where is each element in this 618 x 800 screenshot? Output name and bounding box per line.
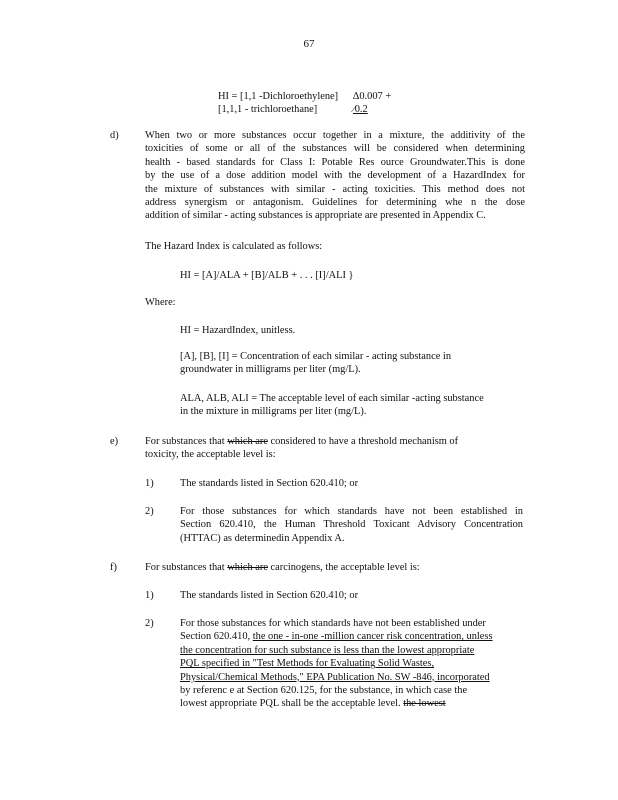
section-d-line: address synergism or antagonism. Guidelines for determining whe n the dose	[145, 197, 525, 209]
section-d-label: d)	[110, 130, 119, 141]
underlined-text: Physical/Chemical Methods," EPA Publication No. SW -846, incorporated	[180, 671, 490, 683]
hazard-index-formula: HI = [A]/ALA + [B]/ALB + . . . [I]/ALI }	[180, 270, 354, 281]
section-e-paragraph: For substances that which are considered to have a threshold mechanism of toxicity, the acceptable level is:	[145, 436, 459, 461]
page-number: 67	[303, 38, 315, 50]
section-f-item2-label: 2)	[145, 618, 154, 629]
section-e-item2-label: 2)	[145, 506, 154, 517]
section-e-item1: The standards listed in Section 620.410; or	[180, 478, 359, 489]
section-d-paragraph	[145, 129, 525, 223]
definition-concentration: [A], [B], [I] = Concentration of each similar - acting substance in groundwater in milligrams per liter (mg/L).	[180, 351, 452, 376]
section-d-line: the mixture of substances with similar - acting toxicities. This method does not	[145, 183, 525, 195]
section-f-label: f)	[110, 562, 117, 573]
underlined-text: the concentration for such substance is less than the lowest appropriate	[180, 644, 475, 656]
underlined-text: the one - in-one -million cancer risk concentration, unless	[252, 631, 493, 643]
section-d-line: addition of similar - acting substances is appropriate are presented in Appendix C.	[145, 210, 486, 222]
section-d-line: health - based standards for Class I: Potable Res ource Groundwater.This is done	[145, 156, 525, 168]
section-f-item1: The standards listed in Section 620.410; or	[180, 590, 359, 601]
struck-text: the lowest	[403, 698, 446, 710]
section-f-item2: For those substances for which standards have not been established under Section 620.410, the one - in-one -million cancer risk concentration, unless the concentration for such substance is less than the lowest appropriate PQL specified in "Test Methods for Evaluating Solid Wastes, Physical/Chemical Methods," EPA Publication No. SW -846, incorporated by referenc e at Section 620.125, for the substance, in which case the lowest appropriate PQL shall be the acceptable level. the lowest	[180, 617, 535, 711]
struck-text: which are	[227, 436, 268, 447]
struck-text: which are	[227, 562, 268, 573]
hazard-index-intro: The Hazard Index is calculated as follows:	[145, 241, 323, 252]
section-f-item1-label: 1)	[145, 590, 154, 601]
section-d-line: by the use of a dose addition model with the development of a HazardIndex for	[145, 170, 525, 182]
where-label: Where:	[145, 297, 176, 308]
section-d-line: When two or more substances occur together in a mixture, the additivity of the	[145, 130, 525, 141]
section-e-label: e)	[110, 436, 119, 447]
section-d-line: toxicities of some or all of the substances will be considered when determining	[145, 143, 525, 155]
section-f-paragraph: For substances that which are carcinogens, the acceptable level is:	[145, 562, 420, 573]
hi-formula-line1-right: ∆0.007 +	[353, 91, 392, 102]
hi-formula-line1-left: HI = [1,1 -Dichloroethylene]	[218, 91, 339, 102]
section-e-item1-label: 1)	[145, 478, 154, 489]
hi-formula	[218, 90, 438, 117]
underlined-text: PQL specified in "Test Methods for Evaluating Solid Wastes,	[180, 658, 435, 670]
definition-acceptable-level: ALA, ALB, ALI = The acceptable level of each similar -acting substance in the mixture in milligrams per liter (mg/L).	[180, 393, 484, 418]
hi-formula-line2-left: [1,1,1 - trichloroethane]	[218, 104, 318, 116]
definition-hi: HI = HazardIndex, unitless.	[180, 325, 296, 336]
section-e-item2: For those substances for which standards have not been established in Section 620.410, the Human Threshold Toxicant Advisory Concentration (HTTAC) as determinedin Appendix A.	[180, 506, 523, 544]
hi-formula-line2-right: ∕0.2	[353, 104, 368, 116]
